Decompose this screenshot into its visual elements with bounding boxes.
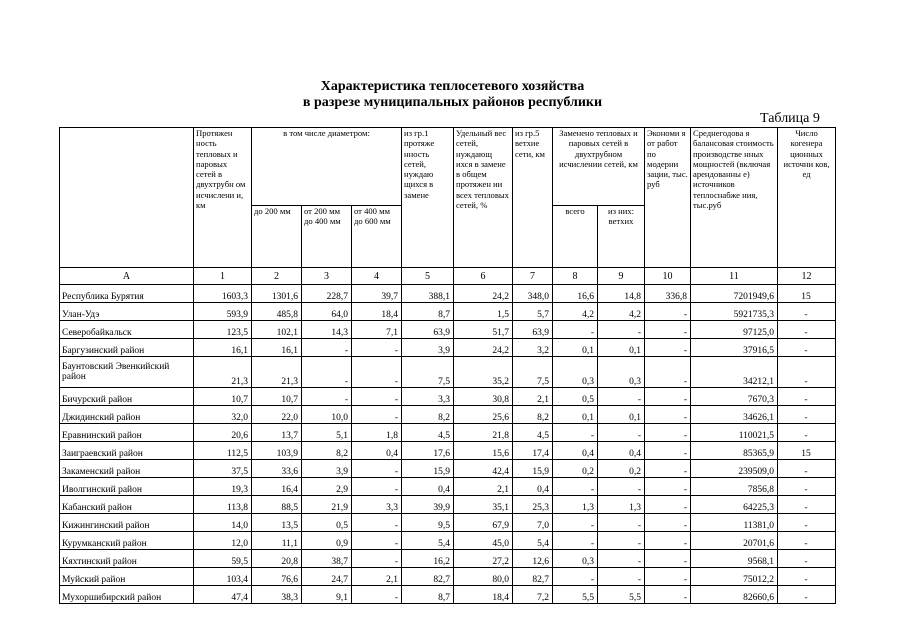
table-cell: 14,8 — [598, 285, 645, 303]
table-cell: - — [553, 514, 598, 532]
table-cell: 9568,1 — [691, 550, 778, 568]
header-economy: Экономи я от работ по модерни зации, тыс. руб — [645, 128, 691, 268]
table-cell: 0,4 — [402, 478, 454, 496]
table-cell: - — [302, 357, 352, 388]
table-row — [60, 550, 836, 568]
table-cell: 336,8 — [645, 285, 691, 303]
table-cell: - — [778, 339, 836, 357]
table-cell: 21,9 — [302, 496, 352, 514]
row-name: Еравнинский район — [60, 424, 194, 442]
table-cell: 7856,8 — [691, 478, 778, 496]
table-cell: 3,3 — [352, 496, 402, 514]
table-cell: 38,7 — [302, 550, 352, 568]
table-cell: 64,0 — [302, 303, 352, 321]
table-cell: 8,2 — [402, 406, 454, 424]
table-row — [60, 339, 836, 357]
table-cell: - — [778, 424, 836, 442]
table-cell: 4,5 — [402, 424, 454, 442]
table-cell: 3,3 — [402, 388, 454, 406]
table-cell: 16,2 — [402, 550, 454, 568]
table-row — [60, 478, 836, 496]
table-cell: 8,2 — [302, 442, 352, 460]
row-name: Муйский район — [60, 568, 194, 586]
table-cell: 97125,0 — [691, 321, 778, 339]
table-cell: 5,1 — [302, 424, 352, 442]
table-cell: 37,5 — [194, 460, 252, 478]
table-cell: 7,0 — [513, 514, 553, 532]
table-cell: 17,6 — [402, 442, 454, 460]
table-cell: - — [352, 460, 402, 478]
table-cell: - — [352, 550, 402, 568]
table-cell: 1301,6 — [252, 285, 302, 303]
table-row — [60, 586, 836, 604]
table-row — [60, 321, 836, 339]
header-length: Протяжен ность тепловых и паровых сетей в двухтрубн ом исчислени и, км — [194, 128, 252, 268]
table-cell: 7,5 — [513, 357, 553, 388]
table-cell: 388,1 — [402, 285, 454, 303]
table-cell: 80,0 — [454, 568, 513, 586]
table-cell: - — [778, 406, 836, 424]
col-number: 5 — [402, 268, 454, 285]
table-cell: 18,4 — [454, 586, 513, 604]
table-cell: - — [553, 532, 598, 550]
table-cell: 2,9 — [302, 478, 352, 496]
table-cell: - — [553, 568, 598, 586]
table-cell: 24,7 — [302, 568, 352, 586]
table-cell: - — [645, 442, 691, 460]
table-row — [60, 424, 836, 442]
table-cell: 5,4 — [513, 532, 553, 550]
table-cell: 2,1 — [513, 388, 553, 406]
table-row — [60, 303, 836, 321]
table-cell: 1603,3 — [194, 285, 252, 303]
table-cell: 0,1 — [553, 406, 598, 424]
row-name: Заиграевский район — [60, 442, 194, 460]
table-cell: - — [598, 532, 645, 550]
table-cell: 15,9 — [402, 460, 454, 478]
table-cell: 25,3 — [513, 496, 553, 514]
table-cell: 35,2 — [454, 357, 513, 388]
table-cell: - — [778, 514, 836, 532]
table-cell: 20701,6 — [691, 532, 778, 550]
table-cell: 0,4 — [553, 442, 598, 460]
table-cell: 348,0 — [513, 285, 553, 303]
table-cell: - — [778, 550, 836, 568]
table-cell: - — [352, 339, 402, 357]
table-cell: 228,7 — [302, 285, 352, 303]
header-diam-up-to-200: до 200 мм — [252, 206, 302, 268]
table-cell: 15,9 — [513, 460, 553, 478]
table-cell: 16,1 — [194, 339, 252, 357]
table-cell: - — [598, 424, 645, 442]
table-cell: 15,6 — [454, 442, 513, 460]
table-cell: - — [598, 388, 645, 406]
table-cell: - — [645, 460, 691, 478]
table-cell: 64225,3 — [691, 496, 778, 514]
table-cell: 88,5 — [252, 496, 302, 514]
table-cell: 0,1 — [598, 339, 645, 357]
table-cell: 39,9 — [402, 496, 454, 514]
table-cell: 76,6 — [252, 568, 302, 586]
col-number: 9 — [598, 268, 645, 285]
table-cell: 103,4 — [194, 568, 252, 586]
col-number: 12 — [778, 268, 836, 285]
table-cell: 82,7 — [513, 568, 553, 586]
title-line-1: Характеристика теплосетевого хозяйства — [320, 79, 585, 94]
table-cell: 21,3 — [194, 357, 252, 388]
header-blank — [60, 128, 194, 268]
table-cell: - — [352, 406, 402, 424]
table-cell: 11381,0 — [691, 514, 778, 532]
header-replaced-total: всего — [553, 206, 598, 268]
table-cell: 63,9 — [402, 321, 454, 339]
table-cell: 8,2 — [513, 406, 553, 424]
table-cell: 7,5 — [402, 357, 454, 388]
row-name: Баргузинский район — [60, 339, 194, 357]
header-balance-cost: Среднегодова я балансовая стоимость производстве нных мощностей (включая арендованны е) источников теплоснабже ния, тыс.руб — [691, 128, 778, 268]
table-cell: - — [645, 532, 691, 550]
table-cell: 42,4 — [454, 460, 513, 478]
table-label: Таблица 9 — [760, 111, 820, 126]
table-cell: 0,1 — [553, 339, 598, 357]
table-cell: 85365,9 — [691, 442, 778, 460]
table-cell: 10,0 — [302, 406, 352, 424]
table-cell: 59,5 — [194, 550, 252, 568]
table-cell: - — [645, 321, 691, 339]
table-cell: 38,3 — [252, 586, 302, 604]
table-cell: 24,2 — [454, 339, 513, 357]
table-cell: - — [598, 514, 645, 532]
table-cell: - — [778, 303, 836, 321]
table-cell: - — [553, 424, 598, 442]
table-cell: 4,5 — [513, 424, 553, 442]
header-need-replacement: из гр.1 протяже нность сетей, нуждаю щихся в замене — [402, 128, 454, 268]
col-number: 7 — [513, 268, 553, 285]
header-cogeneration: Число когенера ционных источни ков, ед — [778, 128, 836, 268]
title-line-2: в разрезе муниципальных районов республики — [302, 95, 603, 110]
row-name: Северобайкальск — [60, 321, 194, 339]
row-name: Джидинский район — [60, 406, 194, 424]
table-cell: - — [778, 568, 836, 586]
table-cell: 5921735,3 — [691, 303, 778, 321]
table-cell: 1,3 — [553, 496, 598, 514]
table-cell: 34626,1 — [691, 406, 778, 424]
table-cell: 0,5 — [553, 388, 598, 406]
row-name: Бичурский район — [60, 388, 194, 406]
table-cell: 3,9 — [302, 460, 352, 478]
table-row — [60, 285, 836, 303]
table-cell: - — [778, 478, 836, 496]
heat-network-table — [59, 127, 836, 604]
table-cell: 82660,6 — [691, 586, 778, 604]
table-cell: 7201949,6 — [691, 285, 778, 303]
table-cell: 16,1 — [252, 339, 302, 357]
table-cell: 19,3 — [194, 478, 252, 496]
table-cell: - — [598, 321, 645, 339]
table-cell: 75012,2 — [691, 568, 778, 586]
table-cell: 5,5 — [553, 586, 598, 604]
table-cell: - — [302, 388, 352, 406]
table-cell: 1,3 — [598, 496, 645, 514]
table-cell: 239509,0 — [691, 460, 778, 478]
table-cell: - — [645, 568, 691, 586]
table-cell: 34212,1 — [691, 357, 778, 388]
header-dilapidated: из гр.5 ветхие сети, км — [513, 128, 553, 268]
table-cell: 485,8 — [252, 303, 302, 321]
table-cell: 20,6 — [194, 424, 252, 442]
col-number: 1 — [194, 268, 252, 285]
table-cell: - — [302, 339, 352, 357]
table-row — [60, 442, 836, 460]
row-name: Улан-Удэ — [60, 303, 194, 321]
table-cell: - — [778, 460, 836, 478]
table-cell: 113,8 — [194, 496, 252, 514]
table-cell: 0,2 — [553, 460, 598, 478]
table-cell: 24,2 — [454, 285, 513, 303]
col-number: 2 — [252, 268, 302, 285]
row-name: Кяхтинский район — [60, 550, 194, 568]
table-cell: 13,7 — [252, 424, 302, 442]
table-cell: 8,7 — [402, 586, 454, 604]
col-number: 3 — [302, 268, 352, 285]
table-cell: - — [352, 586, 402, 604]
table-cell: 1,8 — [352, 424, 402, 442]
table-cell: 15 — [778, 285, 836, 303]
table-cell: - — [645, 550, 691, 568]
col-number: 6 — [454, 268, 513, 285]
table-cell: 4,2 — [553, 303, 598, 321]
table-cell: 7,1 — [352, 321, 402, 339]
table-cell: - — [778, 388, 836, 406]
table-cell: - — [352, 388, 402, 406]
table-cell: 0,3 — [553, 550, 598, 568]
table-cell: - — [645, 388, 691, 406]
table-cell: - — [598, 478, 645, 496]
table-cell: 12,6 — [513, 550, 553, 568]
table-cell: - — [645, 514, 691, 532]
table-cell: 0,3 — [598, 357, 645, 388]
table-cell: - — [778, 532, 836, 550]
table-cell: 14,3 — [302, 321, 352, 339]
col-number: 8 — [553, 268, 598, 285]
table-cell: 110021,5 — [691, 424, 778, 442]
table-cell: - — [645, 357, 691, 388]
col-number: 11 — [691, 268, 778, 285]
table-cell: 32,0 — [194, 406, 252, 424]
table-cell: - — [553, 478, 598, 496]
table-cell: - — [645, 424, 691, 442]
table-cell: 0,1 — [598, 406, 645, 424]
table-row — [60, 406, 836, 424]
table-cell: 17,4 — [513, 442, 553, 460]
table-cell: 15 — [778, 442, 836, 460]
table-row — [60, 496, 836, 514]
header-share-percent: Удельный вес сетей, нуждающ ихся в замене в общем протяжен ии всех тепловых сетей, % — [454, 128, 513, 268]
table-cell: 21,3 — [252, 357, 302, 388]
table-row — [60, 532, 836, 550]
col-number: 10 — [645, 268, 691, 285]
table-cell: 112,5 — [194, 442, 252, 460]
table-cell: 25,6 — [454, 406, 513, 424]
table-cell: - — [645, 303, 691, 321]
table-cell: 7670,3 — [691, 388, 778, 406]
table-cell: 16,4 — [252, 478, 302, 496]
table-cell: 47,4 — [194, 586, 252, 604]
table-cell: - — [645, 406, 691, 424]
table-cell: - — [352, 357, 402, 388]
table-cell: 103,9 — [252, 442, 302, 460]
col-number: 4 — [352, 268, 402, 285]
table-body — [60, 285, 836, 604]
table-cell: 593,9 — [194, 303, 252, 321]
table-cell: 1,5 — [454, 303, 513, 321]
table-cell: 39,7 — [352, 285, 402, 303]
row-name: Кижингинский район — [60, 514, 194, 532]
row-name: Закаменский район — [60, 460, 194, 478]
table-cell: 27,2 — [454, 550, 513, 568]
table-cell: 18,4 — [352, 303, 402, 321]
header-diam-200-400: от 200 мм до 400 мм — [302, 206, 352, 268]
table-cell: 3,2 — [513, 339, 553, 357]
table-cell: 5,4 — [402, 532, 454, 550]
table-cell: 3,9 — [402, 339, 454, 357]
table-cell: 16,6 — [553, 285, 598, 303]
header-including-diameter: в том числе диаметром: — [252, 128, 402, 206]
table-cell: 0,4 — [352, 442, 402, 460]
table-cell: 5,7 — [513, 303, 553, 321]
table-cell: - — [352, 532, 402, 550]
table-cell: - — [645, 478, 691, 496]
header-replaced-dilapidated: из них: ветхих — [598, 206, 645, 268]
table-row — [60, 388, 836, 406]
table-cell: - — [645, 586, 691, 604]
row-name: Мухоршибирский район — [60, 586, 194, 604]
table-cell: 82,7 — [402, 568, 454, 586]
table-cell: 35,1 — [454, 496, 513, 514]
table-cell: 22,0 — [252, 406, 302, 424]
table-cell: 45,0 — [454, 532, 513, 550]
table-row — [60, 514, 836, 532]
table-cell: - — [553, 321, 598, 339]
table-cell: 7,2 — [513, 586, 553, 604]
table-cell: 11,1 — [252, 532, 302, 550]
table-cell: - — [645, 496, 691, 514]
row-name: Иволгинский район — [60, 478, 194, 496]
table-cell: 13,5 — [252, 514, 302, 532]
table-cell: 0,5 — [302, 514, 352, 532]
table-cell: 9,1 — [302, 586, 352, 604]
table-cell: 9,5 — [402, 514, 454, 532]
table-cell: 0,9 — [302, 532, 352, 550]
table-cell: 2,1 — [352, 568, 402, 586]
table-cell: 123,5 — [194, 321, 252, 339]
row-name: Баунтовский Эвенкийский район — [60, 357, 194, 388]
table-cell: 10,7 — [252, 388, 302, 406]
table-cell: - — [778, 586, 836, 604]
table-cell: 0,3 — [553, 357, 598, 388]
table-cell: 51,7 — [454, 321, 513, 339]
row-name: Курумканский район — [60, 532, 194, 550]
table-cell: - — [645, 339, 691, 357]
table-row — [60, 568, 836, 586]
table-row — [60, 357, 836, 388]
table-cell: - — [598, 568, 645, 586]
table-cell: 10,7 — [194, 388, 252, 406]
table-cell: 4,2 — [598, 303, 645, 321]
table-cell: - — [778, 321, 836, 339]
table-cell: 63,9 — [513, 321, 553, 339]
table-cell: 20,8 — [252, 550, 302, 568]
table-cell: 30,8 — [454, 388, 513, 406]
table-cell: 21,8 — [454, 424, 513, 442]
header-diam-400-600: от 400 мм до 600 мм — [352, 206, 402, 268]
table-cell: - — [778, 496, 836, 514]
table-cell: 0,2 — [598, 460, 645, 478]
table-cell: - — [778, 357, 836, 388]
header-replaced: Заменено тепловых и паровых сетей в двухтрубном исчислении сетей, км — [553, 128, 645, 206]
table-row — [60, 460, 836, 478]
table-cell: - — [598, 550, 645, 568]
table-cell: 37916,5 — [691, 339, 778, 357]
table-cell: 5,5 — [598, 586, 645, 604]
col-number: А — [60, 268, 194, 285]
row-name: Кабанский район — [60, 496, 194, 514]
table-cell: 12,0 — [194, 532, 252, 550]
table-cell: 0,4 — [598, 442, 645, 460]
table-cell: 8,7 — [402, 303, 454, 321]
table-cell: 102,1 — [252, 321, 302, 339]
table-cell: 67,9 — [454, 514, 513, 532]
table-cell: - — [352, 514, 402, 532]
table-cell: - — [352, 478, 402, 496]
table-cell: 0,4 — [513, 478, 553, 496]
table-cell: 33,6 — [252, 460, 302, 478]
column-numbers-row — [60, 268, 836, 285]
table-cell: 14,0 — [194, 514, 252, 532]
table-cell: 2,1 — [454, 478, 513, 496]
row-name: Республика Бурятия — [60, 285, 194, 303]
